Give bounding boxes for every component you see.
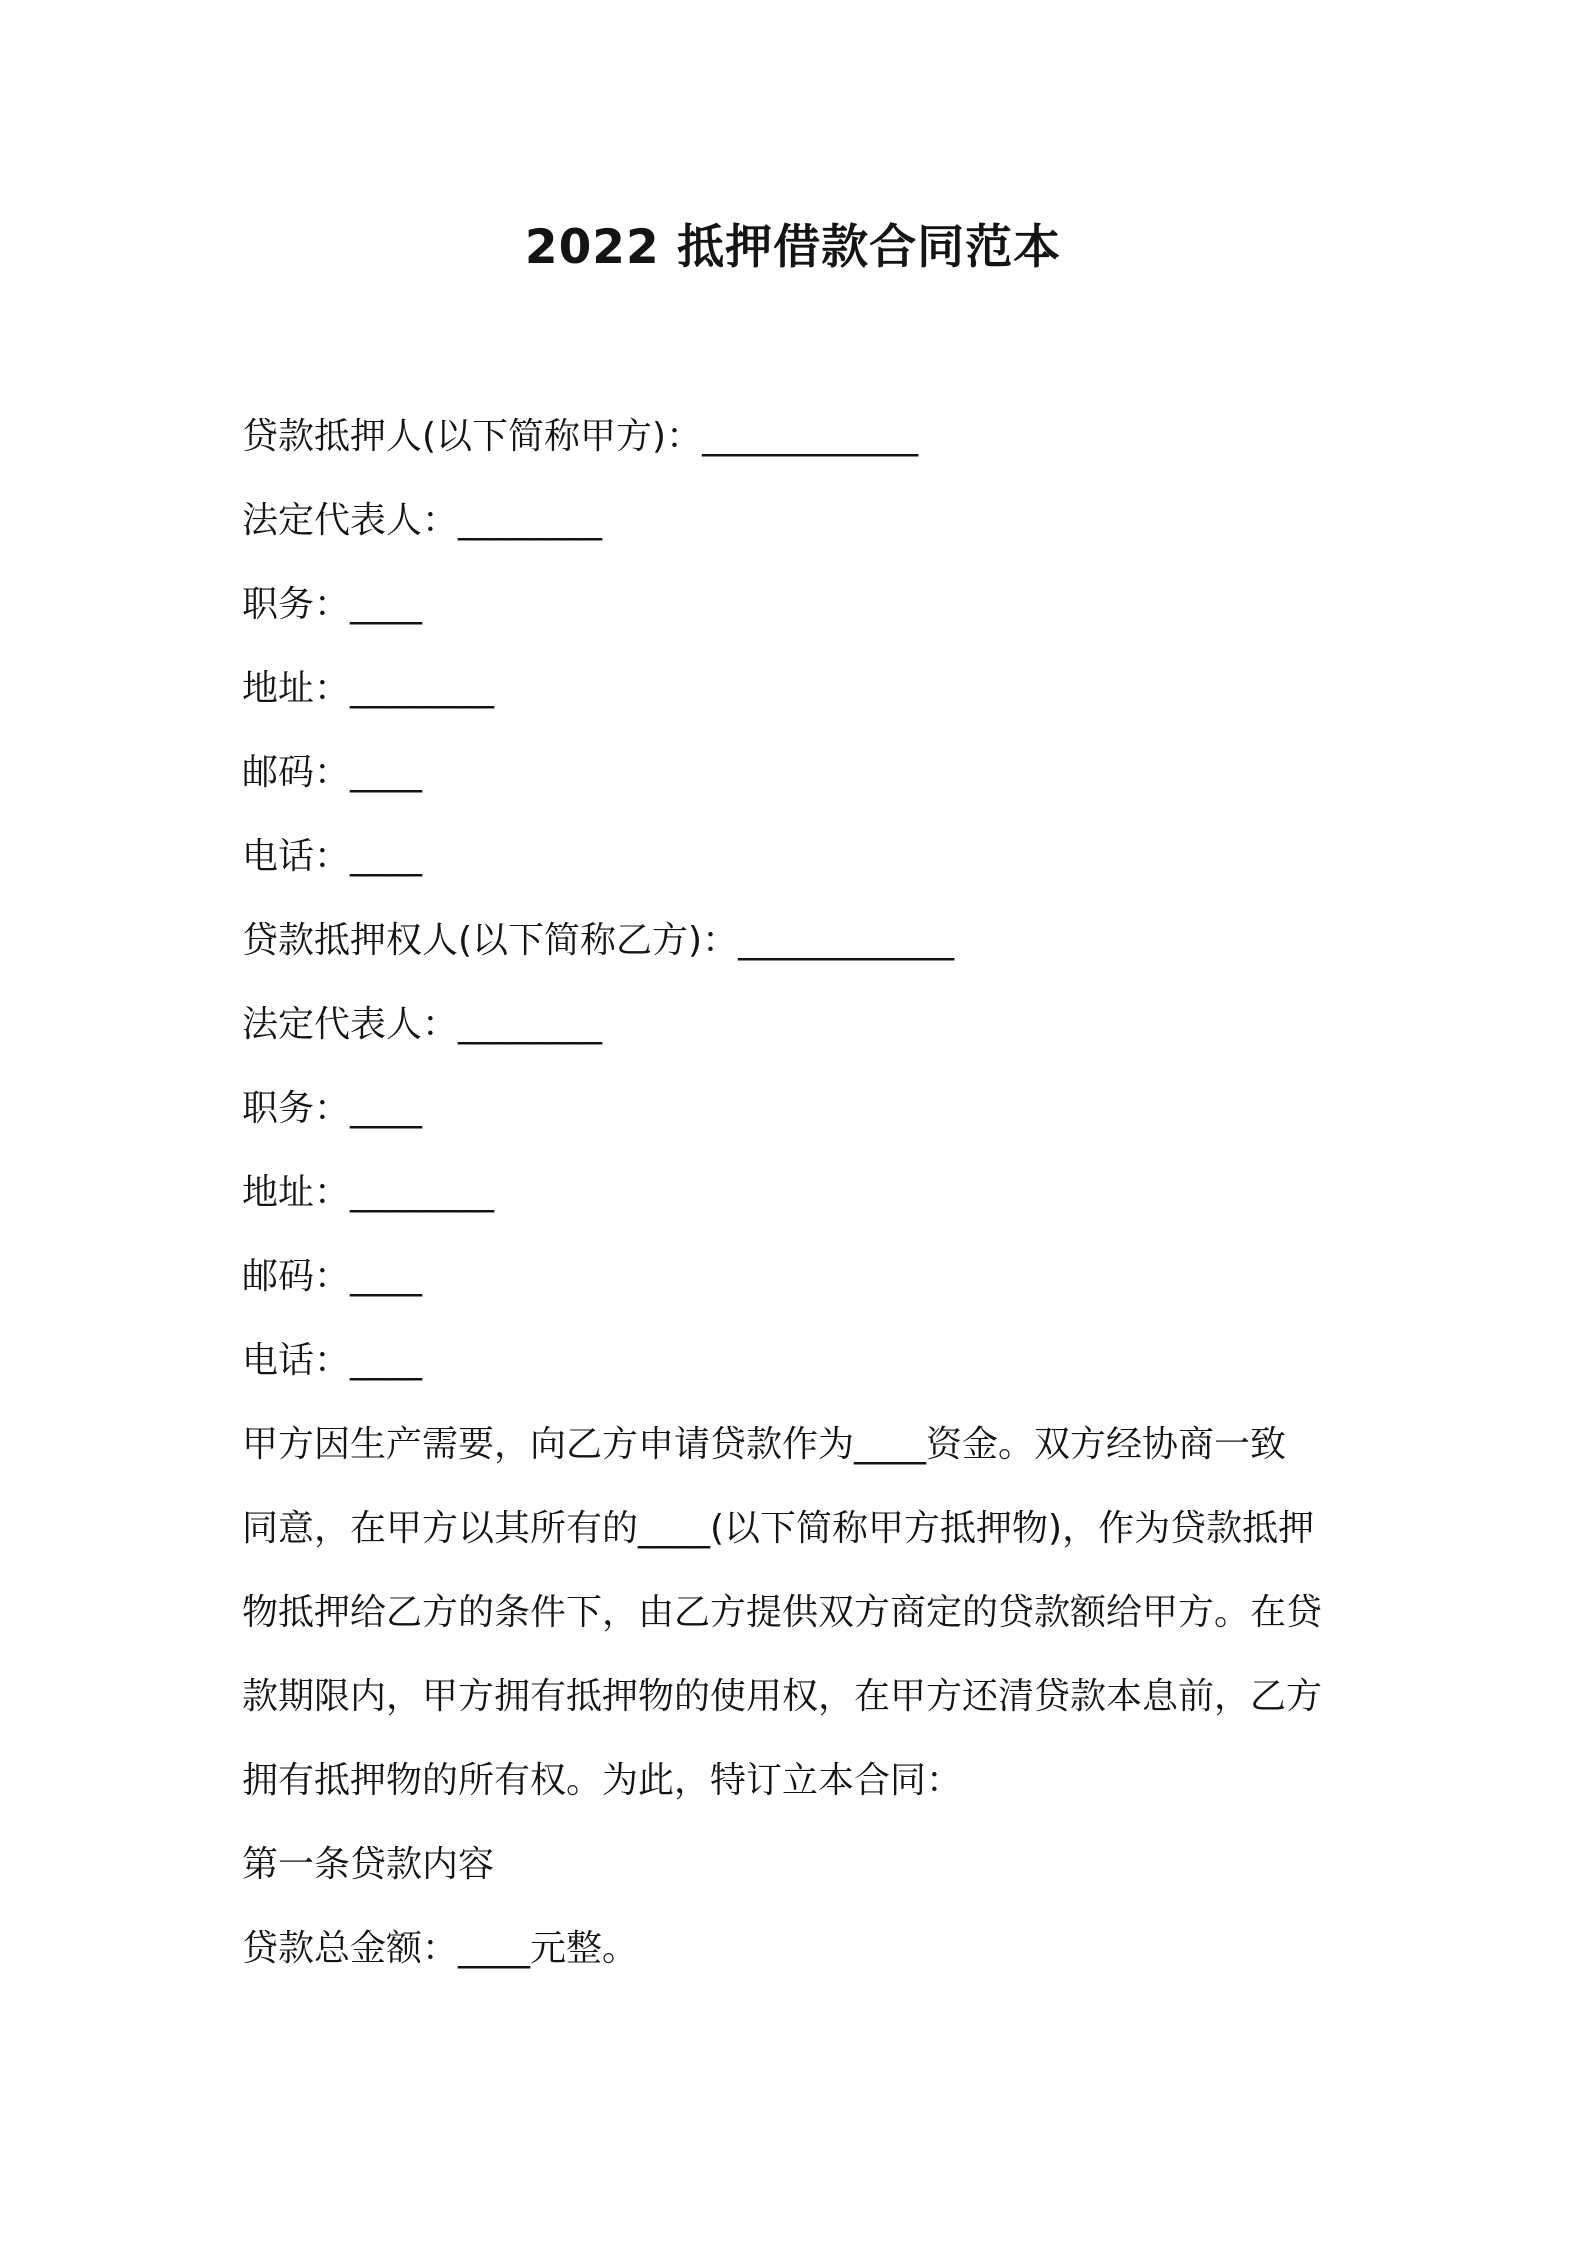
document-body <box>242 395 1382 1991</box>
preamble-paragraph <box>242 1403 1382 1823</box>
party-b-position: 职务：____ <box>242 1088 423 1129</box>
party-a-legal-representative: 法定代表人：________ <box>242 500 603 541</box>
preamble-line: 拥有抵押物的所有权。为此，特订立本合同： <box>242 1760 963 1801</box>
party-b-heading: 贷款抵押权人(以下简称乙方)：____________ <box>242 920 955 961</box>
party-a-address: 地址：________ <box>242 668 495 709</box>
party-a-postcode: 邮码：____ <box>242 752 423 793</box>
preamble-line: 款期限内，甲方拥有抵押物的使用权，在甲方还清贷款本息前，乙方 <box>242 1676 1323 1717</box>
article-1-total-amount: 贷款总金额：____元整。 <box>242 1928 639 1969</box>
preamble-line: 同意，在甲方以其所有的____(以下简称甲方抵押物)，作为贷款抵押 <box>242 1508 1315 1549</box>
party-b-address: 地址：________ <box>242 1172 495 1213</box>
party-a-heading: 贷款抵押人(以下简称甲方)：____________ <box>242 416 919 457</box>
party-b-postcode: 邮码：____ <box>242 1256 423 1297</box>
party-a-position: 职务：____ <box>242 584 423 625</box>
article-1-heading: 第一条贷款内容 <box>242 1844 495 1885</box>
document-title: 2022 抵押借款合同范本 <box>524 220 1062 275</box>
party-b-legal-representative: 法定代表人：________ <box>242 1004 603 1045</box>
preamble-line: 物抵押给乙方的条件下，由乙方提供双方商定的贷款额给甲方。在贷 <box>242 1592 1323 1633</box>
preamble-line: 甲方因生产需要，向乙方申请贷款作为____资金。双方经协商一致 <box>242 1424 1287 1465</box>
party-b-section <box>242 899 1382 1403</box>
party-a-section <box>242 395 1382 899</box>
party-a-phone: 电话：____ <box>242 836 423 877</box>
article-1-section <box>242 1823 1382 1991</box>
party-b-phone: 电话：____ <box>242 1340 423 1381</box>
